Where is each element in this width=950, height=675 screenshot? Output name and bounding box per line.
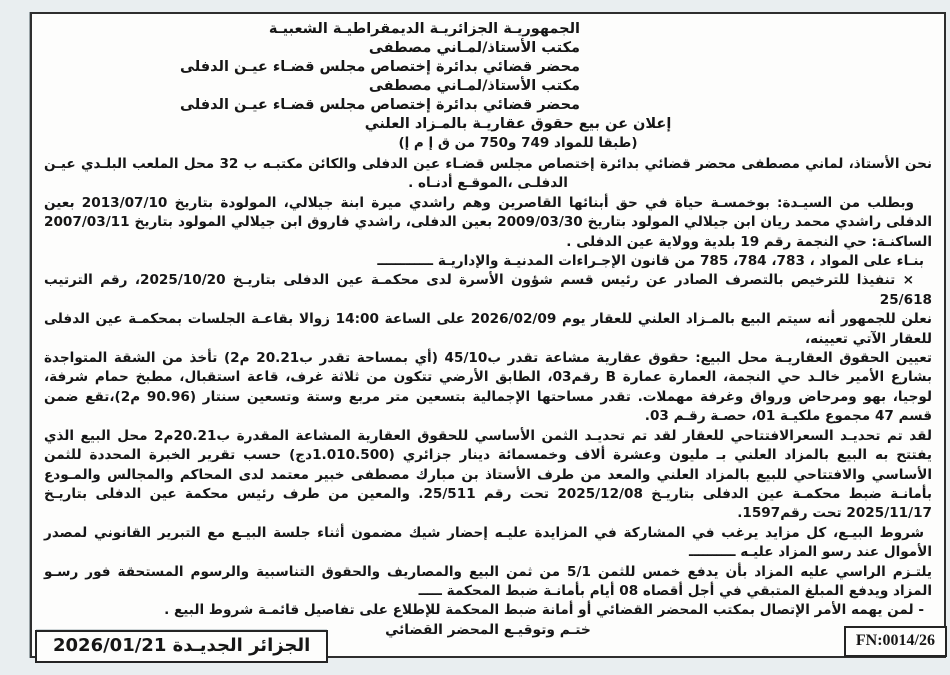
bailiff-jurisdiction-line: محضر قضائي بدائرة إختصاص مجلس قضـاء عيـن الدفلى [180,59,580,75]
paragraph-legal-articles: بنـاء على المواد ، 783، 784، 785 من قانون الإجـراءات المدنيـة والإداريـة ــــــــــــ [377,253,924,270]
paragraph-sale-conditions: شروط البيـع، كل مزايد يرغب في المشاركة في المزايدة عليـه إحضار شيك مضمون أثناء جلسة البيـع مع التبرير القانوني لمصدر الأموال عند رسو المزاد عليـه ــــــــــ [44,524,932,561]
paragraph-contact-info: - لمن يهمه الأمر الإتصال بمكتب المحضر القضائي أو أمانة ضبط المحكمة للإطلاع على تفاصيل قائمـة شروط البيع . [164,602,924,619]
paragraph-payment-obligations: يلتـزم الراسي عليه المزاد بأن يدفع خمس للثمن 5/1 من ثمن البيع والمصاريف والحقوق التناسبية والرسوم المستحقة فور رسـو المزاد ويدفع المبلغ المتبقي في أجل أقصاه 08 أيام بأمانـة ضبط المحكمة ـــــ [44,563,932,599]
bailiff-jurisdiction-line: محضر قضائي بدائرة إختصاص مجلس قضـاء عيـن الدفلى [180,97,580,113]
notice-body [44,155,932,621]
paragraph-auction-announcement: نعلن للجمهور أنه سيتم البيع بالمـزاد العلني للعقار يوم 2026/02/09 على الساعة 14:00 زوالا بقاعـة الجلسات بمحكمـة عين الدفلى للعقار الآتي تعيينه، [44,311,932,347]
notice-title: إعلان عن بيع حقوق عقاريـة بالمـزاد العلني [364,116,672,132]
paragraph-opening-price: لقد تم تحديـد السعرالافتتاحي للعقار لقد تم تحديـد الثمن الأساسي للحقوق العقارية المشاعة المقدرة ب20.21م2 محل البيع الذي يفتتح به البيع بالمزاد العلني بـ مليون وعشرة ألاف وخمسمائة دينار جزائري (1.010.500دج) حسب تقرير الخبرة المحددة للثمن الأساسي والافتتاحي للبيع بالمزاد العلني والمعد من طرف الأستاذ بن مبارك مصطفى خبير معتمد لدى المحاكم والمجالس والمـودع بأمانـة ضبط محكمـة عين الدفلى بتاريـخ 2025/12/08 تحت رقم 25/511. والمعين من طرف رئيس محكمة عين الدفلى بتاريـخ 2025/11/17 تحت رقم1597. [44,427,932,522]
notice-content [44,20,932,652]
paragraph-requesting-party: وبطلب من السيـدة: بوخمسـة حياة في حق أبنائها القاصرين وهم راشدي ميرة ابنة جيلالي، المولودة بتاريخ 2013/07/10 بعين الدفلى راشدي محمد ريان ابن جيلالي المولود بتاريخ 2009/03/30 بعين الدفلى، راشدي فاروق ابن جيلالي المولود بتاريخ 2007/03/11 الساكنـة: حي النجمة رقم 19 بلدية وولاية عين الدفلى . [44,194,933,250]
notice-border-frame [30,12,946,658]
notice-legal-basis-subtitle: (طبقا للمواد 749 و750 من ق إ م إ) [398,135,638,151]
notice-header [44,20,580,115]
paragraph-bailiff-introduction: نحن الأستاذ، لماني مصطفى محضر قضائي بدائرة إختصاص مجلس قضـاء عين الدفلى والكائن مكتبـه ب 32 محل الملعب البلـدي عيـن الدفلـى ،الموقـع أدنـاه . [44,156,932,192]
bailiff-office-line: مكتب الأستاذ/لمـاني مصطفى [368,40,580,56]
paragraph-property-description: تعيين الحقوق العقاريـة محل البيع: حقوق عقارية مشاعة تقدر ب45/10 (أي بمساحة تقدر ب20.21 م2) تأخذ من الشقة المتواجدة بشارع الأمير خالـد حي النجمة، العمارة عمارة B رقم03، الطابق الأرضي تتكون من ثلاثة غرف، قاعة استقبال، مطبخ حمام شرفة، لوجيا، بهو ومرحاض ورواق وغرفة مهملات. تقدر مساحتها الإجمالية بتسعين متر مربع وستة وتسعين سنتار (90.96 م2)،تقع ضمن قسم 47 مجموع ملكيـة 01، حصـة رقـم 03. [44,350,933,425]
republic-title: الجمهوريـة الجزائريـة الديمقراطيـة الشعبيـة [268,21,580,37]
paragraph-authorization: × تنفيذا للترخيص بالتصرف الصادر عن رئيس قسم شؤون الأسرة لدى محكمـة عين الدفلى بتاريـخ 2025/10/20، رقم الترتيب 25/618 [44,272,932,308]
bailiff-signature-line: ختـم وتوقيـع المحضر القضائي [385,621,591,638]
newspaper-date-stamp: الجزائر الجديـدة 2026/01/21 [35,630,328,663]
reference-number-stamp: FN:0014/26 [844,626,947,657]
bailiff-office-line: مكتب الأستاذ/لمـاني مصطفى [368,78,580,94]
